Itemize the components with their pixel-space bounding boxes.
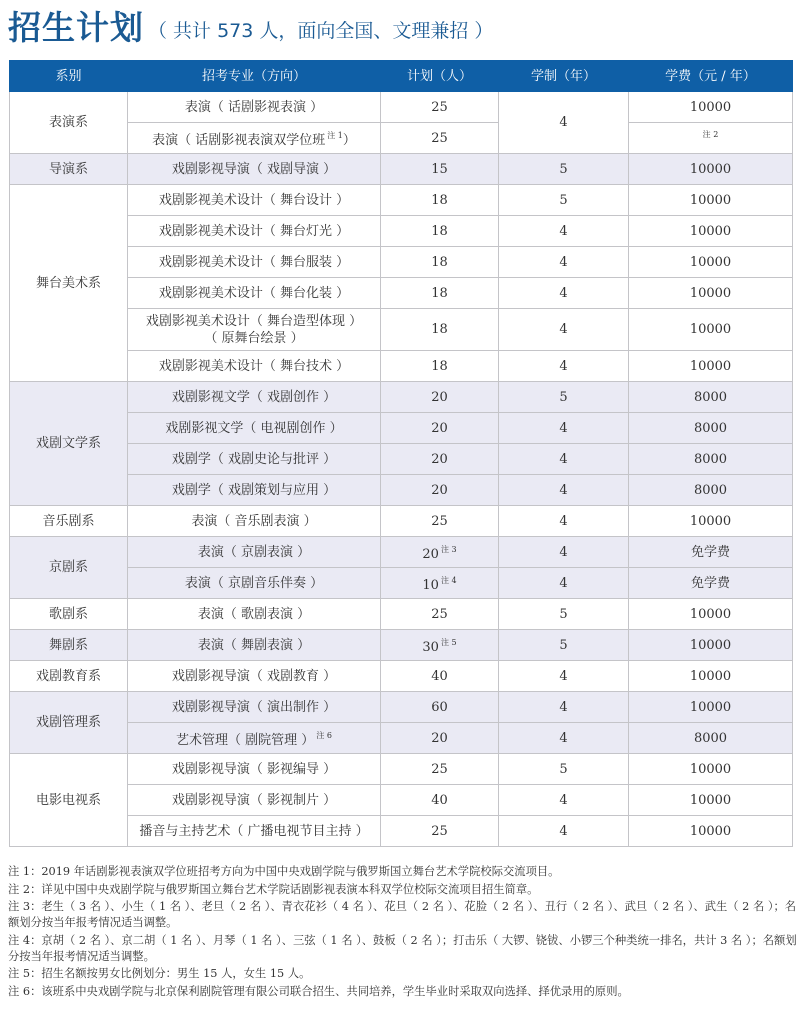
plan-cell: 18 [381,247,499,278]
major-cell: 戏剧影视导演（ 戏剧导演 ） [128,154,381,185]
header-department: 系别 [10,61,128,92]
footnote-ref: 注 5 [440,638,457,647]
plan-cell: 25 [381,123,499,154]
years-cell: 4 [499,816,629,847]
table-row [10,537,793,568]
plan-cell: 18 [381,278,499,309]
major-cell: 表演（ 音乐剧表演 ） [128,506,381,537]
footnote-1: 注 1：2019 年话剧影视表演双学位班招考方向为中国中央戏剧学院与俄罗斯国立舞台艺术学院校际交流项目。 [8,865,560,878]
years-cell: 4 [499,444,629,475]
plan-cell: 25 [381,754,499,785]
footnote-5: 注 5：招生名额按男女比例划分：男生 15 人，女生 15 人。 [8,967,311,980]
header-major: 招考专业（方向） [128,61,381,92]
fee-cell: 10000 [629,661,793,692]
department-cell: 歌剧系 [10,599,128,630]
fee-cell: 8000 [629,444,793,475]
major-line-2: （ 原舞台绘景 ） [204,330,304,346]
footnote-3: 注 3：老生（ 3 名 ）、小生（ 1 名 ）、老旦（ 2 名 ）、青衣花衫（ 4 名 ）、花旦（ 2 名 ）、花脸（ 2 名 ）、丑行（ 2 名 ）、武旦（ 2 名 ）、武生（ 2 名 ）；名额划分按当年报考情况适当调整。 [8,900,797,929]
years-cell: 4 [499,475,629,506]
footnote-2: 注 2：详见中国中央戏剧学院与俄罗斯国立舞台艺术学院话剧影视表演本科双学位校际交流项目招生简章。 [8,882,539,896]
plan-cell: 18 [381,351,499,382]
header-fee: 学费（元 / 年） [629,61,793,92]
years-cell: 4 [499,785,629,816]
fee-cell: 10000 [629,185,793,216]
fee-cell: 10000 [629,216,793,247]
major-cell: 戏剧影视美术设计（ 舞台灯光 ） [128,216,381,247]
major-cell: 戏剧影视美术设计（ 舞台化装 ） [128,278,381,309]
years-cell: 4 [499,351,629,382]
fee-cell: 10000 [629,754,793,785]
fee-cell: 10000 [629,278,793,309]
table-header-row [10,61,793,92]
table-row [10,568,793,599]
department-cell: 京剧系 [10,537,128,599]
plan-cell [381,568,499,599]
fee-cell: 10000 [629,351,793,382]
major-cell: 表演（ 京剧音乐伴奏 ） [128,568,381,599]
plan-cell: 25 [381,816,499,847]
fee-cell: 10000 [629,247,793,278]
footnote-ref: 注 1 [327,131,343,140]
years-cell: 4 [499,537,629,568]
table-row [10,599,793,630]
footnote-ref: 注 2 [702,130,719,139]
years-cell: 4 [499,413,629,444]
major-cell: 表演（ 话剧影视表演 ） [128,92,381,123]
fee-cell: 10000 [629,92,793,123]
plan-cell: 18 [381,309,499,351]
footnote-ref: 注 6 [316,731,332,740]
years-cell: 5 [499,382,629,413]
plan-cell: 40 [381,661,499,692]
enrollment-table [9,60,793,847]
years-cell: 4 [499,92,629,154]
major-suffix: ） [342,133,356,148]
years-cell: 4 [499,278,629,309]
table-row [10,754,793,785]
years-cell: 4 [499,568,629,599]
table-row [10,247,793,278]
table-row [10,444,793,475]
major-cell: 表演（ 京剧表演 ） [128,537,381,568]
fee-cell [629,123,793,154]
table-row [10,92,793,123]
plan-cell: 20 [381,444,499,475]
table-row [10,630,793,661]
table-row [10,692,793,723]
table-row [10,506,793,537]
fee-cell: 10000 [629,630,793,661]
plan-cell: 18 [381,185,499,216]
fee-cell: 10000 [629,599,793,630]
table-row [10,475,793,506]
plan-cell: 20 [381,475,499,506]
plan-cell: 60 [381,692,499,723]
department-cell: 戏剧文学系 [10,382,128,506]
major-cell: 戏剧影视美术设计（ 舞台设计 ） [128,185,381,216]
header-years: 学制（年） [499,61,629,92]
table-row [10,216,793,247]
major-cell: 表演（ 歌剧表演 ） [128,599,381,630]
fee-cell: 10000 [629,785,793,816]
fee-cell: 10000 [629,309,793,351]
major-line-1: 戏剧影视美术设计（ 舞台造型体现 ） [145,313,363,329]
header-plan: 计划（人） [381,61,499,92]
department-cell: 舞剧系 [10,630,128,661]
plan-cell: 25 [381,506,499,537]
page-title: 招生计划 [8,8,144,47]
plan-cell [381,630,499,661]
table-row [10,123,793,154]
years-cell: 5 [499,630,629,661]
years-cell: 4 [499,309,629,351]
footnote-ref: 注 4 [440,576,457,585]
department-cell: 戏剧教育系 [10,661,128,692]
table-row [10,413,793,444]
department-cell: 舞台美术系 [10,185,128,382]
major-cell [128,309,381,351]
plan-cell: 25 [381,92,499,123]
fee-cell: 10000 [629,816,793,847]
fee-cell: 10000 [629,692,793,723]
fee-cell: 8000 [629,723,793,754]
plan-cell: 20 [381,723,499,754]
major-text: 艺术管理（ 剧院管理 ） [176,733,315,748]
footnotes [8,864,798,1001]
years-cell: 4 [499,216,629,247]
major-cell: 戏剧影视美术设计（ 舞台技术 ） [128,351,381,382]
department-cell: 音乐剧系 [10,506,128,537]
table-row [10,661,793,692]
table-row [10,278,793,309]
plan-value: 30 [422,640,439,655]
major-cell: 播音与主持艺术（ 广播电视节目主持 ） [128,816,381,847]
years-cell: 5 [499,185,629,216]
major-cell [128,723,381,754]
years-cell: 4 [499,506,629,537]
major-cell: 戏剧学（ 戏剧策划与应用 ） [128,475,381,506]
fee-cell: 10000 [629,154,793,185]
plan-cell [381,537,499,568]
major-cell: 戏剧影视文学（ 戏剧创作 ） [128,382,381,413]
major-cell: 戏剧影视导演（ 影视制片 ） [128,785,381,816]
table-row [10,382,793,413]
page-header [8,4,493,48]
fee-cell: 10000 [629,506,793,537]
years-cell: 4 [499,692,629,723]
footnote-4: 注 4：京胡（ 2 名 ）、京二胡（ 1 名 ）、月琴（ 1 名 ）、三弦（ 1 名 ）、鼓板（ 2 名 ）；打击乐（ 大锣、铙钹、小锣三个种类统一排名，共计 3 名 ）；名额划分按当年报考情况适当调整。 [8,933,797,963]
fee-cell: 免学费 [629,537,793,568]
department-cell: 导演系 [10,154,128,185]
plan-value: 10 [422,578,439,593]
years-cell: 5 [499,754,629,785]
table-row [10,309,793,351]
major-cell: 戏剧影视导演（ 演出制作 ） [128,692,381,723]
major-cell: 表演（ 舞剧表演 ） [128,630,381,661]
years-cell: 4 [499,661,629,692]
fee-cell: 8000 [629,413,793,444]
plan-cell: 18 [381,216,499,247]
plan-cell: 25 [381,599,499,630]
plan-value: 20 [422,547,439,562]
plan-cell: 20 [381,413,499,444]
major-cell: 戏剧影视文学（ 电视剧创作 ） [128,413,381,444]
major-text: 表演（ 话剧影视表演双学位班 [152,133,326,148]
plan-cell: 15 [381,154,499,185]
years-cell: 4 [499,723,629,754]
department-cell: 电影电视系 [10,754,128,847]
major-cell: 戏剧影视导演（ 影视编导 ） [128,754,381,785]
footnote-6: 注 6：该班系中央戏剧学院与北京保利剧院管理有限公司联合招生、共同培养，学生毕业时采取双向选择、择优录用的原则。 [8,984,629,998]
plan-cell: 20 [381,382,499,413]
department-cell: 表演系 [10,92,128,154]
department-cell: 戏剧管理系 [10,692,128,754]
major-cell: 戏剧学（ 戏剧史论与批评 ） [128,444,381,475]
fee-cell: 8000 [629,382,793,413]
table-row [10,816,793,847]
years-cell: 5 [499,154,629,185]
plan-cell: 40 [381,785,499,816]
table-row [10,351,793,382]
years-cell: 4 [499,247,629,278]
major-cell [128,123,381,154]
years-cell: 5 [499,599,629,630]
fee-cell: 8000 [629,475,793,506]
table-row [10,785,793,816]
table-row [10,723,793,754]
table-row [10,185,793,216]
page-subtitle: （ 共计 573 人，面向全国、文理兼招 ） [148,20,494,42]
major-cell: 戏剧影视导演（ 戏剧教育 ） [128,661,381,692]
major-cell: 戏剧影视美术设计（ 舞台服装 ） [128,247,381,278]
fee-cell: 免学费 [629,568,793,599]
table-row [10,154,793,185]
footnote-ref: 注 3 [440,545,457,554]
